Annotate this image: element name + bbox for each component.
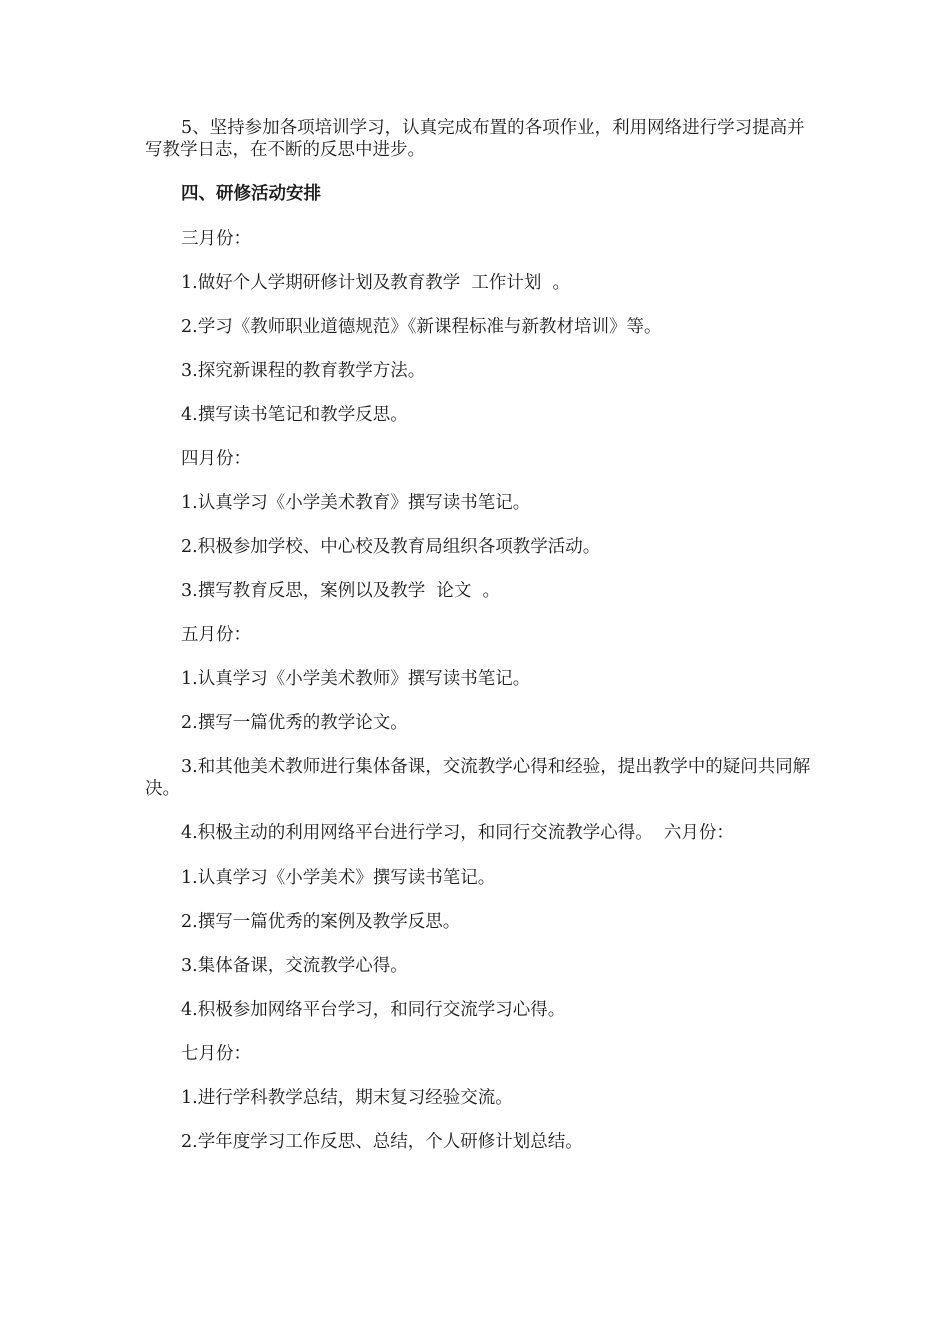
may-item-1: 1.认真学习《小学美术教师》撰写读书笔记。 — [181, 669, 531, 689]
march-item-1: 1.做好个人学期研修计划及教育教学 工作计划 。 — [181, 273, 570, 293]
july-item-2: 2.学年度学习工作反思、总结，个人研修计划总结。 — [181, 1132, 583, 1152]
month-heading-march: 三月份： — [181, 229, 251, 249]
april-item-3: 3.撰写教育反思，案例以及教学 论文 。 — [181, 581, 500, 601]
may-item-3: 3.和其他美术教师进行集体备课，交流教学心得和经验，提出教学中的疑问共同解决。 — [145, 757, 811, 799]
june-item-1: 1.认真学习《小学美术》撰写读书笔记。 — [181, 868, 496, 888]
july-item-1: 1.进行学科教学总结，期末复习经验交流。 — [181, 1088, 513, 1108]
june-item-4: 4.积极参加网络平台学习，和同行交流学习心得。 — [181, 1000, 566, 1020]
month-heading-may: 五月份： — [181, 625, 251, 645]
april-item-2: 2.积极参加学校、中心校及教育局组织各项教学活动。 — [181, 537, 601, 557]
may-item-2: 2.撰写一篇优秀的教学论文。 — [181, 713, 408, 733]
month-heading-july: 七月份： — [181, 1044, 251, 1064]
june-item-2: 2.撰写一篇优秀的案例及教学反思。 — [181, 912, 461, 932]
march-item-3: 3.探究新课程的教育教学方法。 — [181, 361, 426, 381]
june-item-3: 3.集体备课，交流教学心得。 — [181, 956, 408, 976]
section-heading: 四、研修活动安排 — [181, 184, 321, 204]
march-item-4: 4.撰写读书笔记和教学反思。 — [181, 405, 408, 425]
may-item-4: 4.积极主动的利用网络平台进行学习，和同行交流教学心得。 六月份： — [181, 823, 734, 843]
march-item-2: 2.学习《教师职业道德规范》《新课程标准与新教材培训》等。 — [181, 317, 662, 337]
paragraph-item-5: 5、坚持参加各项培训学习，认真完成布置的各项作业，利用网络进行学习提高并写教学日志，在不断的反思中进步。 — [145, 118, 805, 160]
month-heading-april: 四月份： — [181, 449, 251, 469]
april-item-1: 1.认真学习《小学美术教育》撰写读书笔记。 — [181, 493, 531, 513]
